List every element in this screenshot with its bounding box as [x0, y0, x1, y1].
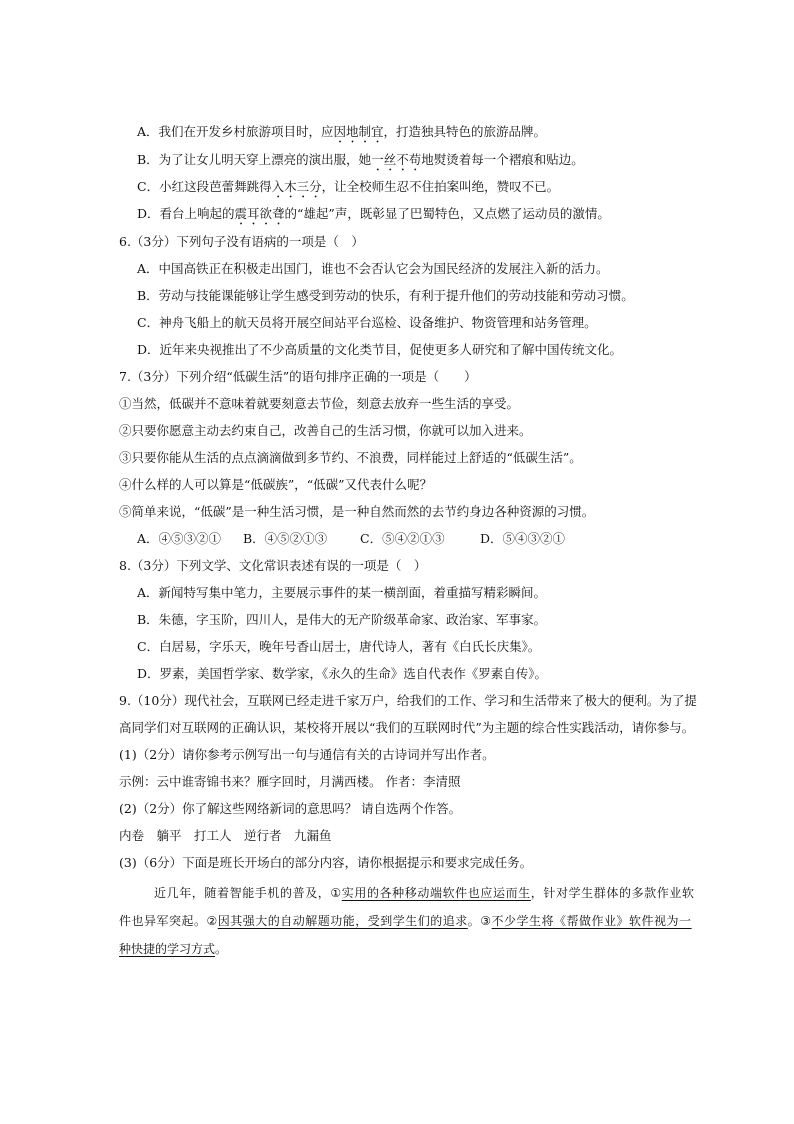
q8-stem: 8.（3分）下列文学、文化常识表述有误的一项是（ ）: [119, 558, 427, 573]
q6-option-b: B．劳动与技能课能够让学生感受到劳动的快乐，有利于提升他们的劳动技能和劳动习惯。: [137, 288, 634, 303]
text: ，打造独具特色的旅游品牌。: [383, 124, 547, 139]
q7-option-b: B．④⑤②①③: [243, 531, 328, 546]
underlined-phrase-3-cont: 种快捷的学习方式: [119, 942, 216, 956]
dotted-idiom: 震耳欲聋: [234, 206, 285, 221]
q9-part-1: (1)（2分）请你参考示例写出一句与通信有关的古诗词并写出作者。: [119, 747, 495, 762]
q5-option-a: [137, 123, 546, 146]
q8-option-d: D．罗素，美国哲学家、数学家，《永久的生命》选自代表作《罗素自传》。: [137, 666, 548, 681]
text: D．看台上响起的: [137, 206, 235, 221]
text: 近几年，随着智能手机的普及，①: [154, 886, 342, 900]
q6-option-d: D．近年来央视推出了不少高质量的文化类节目，促使更多人研究和了解中国传统文化。: [137, 342, 623, 357]
q8-option-a: A．新闻特写集中笔力，主要展示事件的某一横剖面，着重描写精彩瞬间。: [137, 585, 547, 600]
text: 的“雄起”声，既彰显了巴蜀特色，又点燃了运动员的激情。: [284, 206, 610, 221]
q7-sentence-3: ③只要你能从生活的点点滴滴做到多节约、不浪费，同样能过上舒适的“低碳生活”。: [119, 450, 582, 465]
q9-example: 示例：云中谁寄锦书来？雁字回时，月满西楼。 作者：李清照: [119, 774, 461, 789]
q9-word-list: 内卷 躺平 打工人 逆行者 九漏鱼: [119, 828, 332, 843]
q7-sentence-2: ②只要你愿意主动去约束自己，改善自己的生活习惯，你就可以加入进来。: [119, 423, 532, 438]
text: 。③: [467, 914, 492, 928]
text: 地熨烫着每一个褶痕和贴边。: [421, 152, 584, 167]
q6-stem: 6.（3分）下列句子没有语病的一项是（ ）: [119, 234, 364, 249]
q8-option-c: C．白居易，字乐天，晚年号香山居士，唐代诗人，著有《白氏长庆集》。: [137, 639, 541, 654]
q5-option-c: [137, 178, 559, 201]
q8-option-b: B．朱德，字玉阶，四川人，是伟大的无产阶级革命家、政治家、军事家。: [137, 612, 547, 627]
underlined-phrase-2: 因其强大的自动解题功能，受到学生们的追求: [217, 914, 468, 928]
text: ，针对学生群体的多款作业软: [530, 886, 695, 900]
q9-part-2: (2)（2分）你了解这些网络新词的意思吗？ 请自选两个作答。: [119, 801, 462, 816]
q7-sentence-4: ④什么样的人可以算是“低碳族”，“低碳”又代表什么呢？: [119, 477, 433, 492]
q7-option-a: A．④⑤③②①: [137, 531, 222, 546]
underlined-phrase-1: 实用的各种移动端软件也应运而生: [341, 886, 531, 900]
q9-paragraph-line-1: [154, 884, 695, 902]
q9-paragraph-line-2: [119, 912, 692, 930]
underlined-phrase-3: 不少学生将《帮做作业》软件视为一: [491, 914, 692, 928]
q9-stem-line-1: 9.（10分）现代社会，互联网已经走进千家万户，给我们的工作、学习和生活带来了极大的便利。为了提: [119, 693, 697, 708]
text: 。: [215, 942, 228, 956]
dotted-idiom: 因地制宜: [333, 124, 384, 139]
q5-option-b: [137, 151, 584, 174]
q6-option-a: A．中国高铁正在积极走出国门，谁也不会否认它会为国民经济的发展注入新的活力。: [137, 261, 609, 276]
q6-option-c: C．神舟飞船上的航天员将开展空间站平台巡检、设备维护、物资管理和站务管理。: [137, 315, 597, 330]
q5-option-d: [137, 205, 610, 228]
text: B．为了让女儿明天穿上漂亮的演出服，她: [137, 152, 372, 167]
text: C．小红这段芭蕾舞跳得: [137, 179, 272, 194]
q9-paragraph-line-3: [119, 940, 227, 958]
text: ，让全校师生忍不住拍案叫绝，赞叹不已。: [321, 179, 560, 194]
q7-stem: 7.（3分）下列介绍“低碳生活”的语句排序正确的一项是（ ）: [119, 369, 477, 384]
dotted-idiom: 一丝不苟: [371, 152, 422, 167]
q7-option-c: C．⑤④②①③: [360, 531, 445, 546]
dotted-idiom: 入木三分: [271, 179, 322, 194]
q7-sentence-1: ①当然，低碳并不意味着就要刻意去节俭，刻意去放弃一些生活的享受。: [119, 396, 520, 411]
text: A．我们在开发乡村旅游项目时，应: [137, 124, 334, 139]
q7-sentence-5: ⑤简单来说，“低碳”是一种生活习惯，是一种自然而然的去节约身边各种资源的习惯。: [119, 504, 595, 519]
text: 件也异军突起。②: [119, 914, 218, 928]
q9-stem-line-2: 高同学们对互联网的正确认识，某校将开展以“我们的互联网时代”为主题的综合性实践活动，请你参与。: [119, 720, 695, 735]
q7-option-d: D．⑤④③②①: [480, 531, 566, 546]
q9-part-3: (3)（6分）下面是班长开场白的部分内容，请你根据提示和要求完成任务。: [119, 855, 533, 870]
